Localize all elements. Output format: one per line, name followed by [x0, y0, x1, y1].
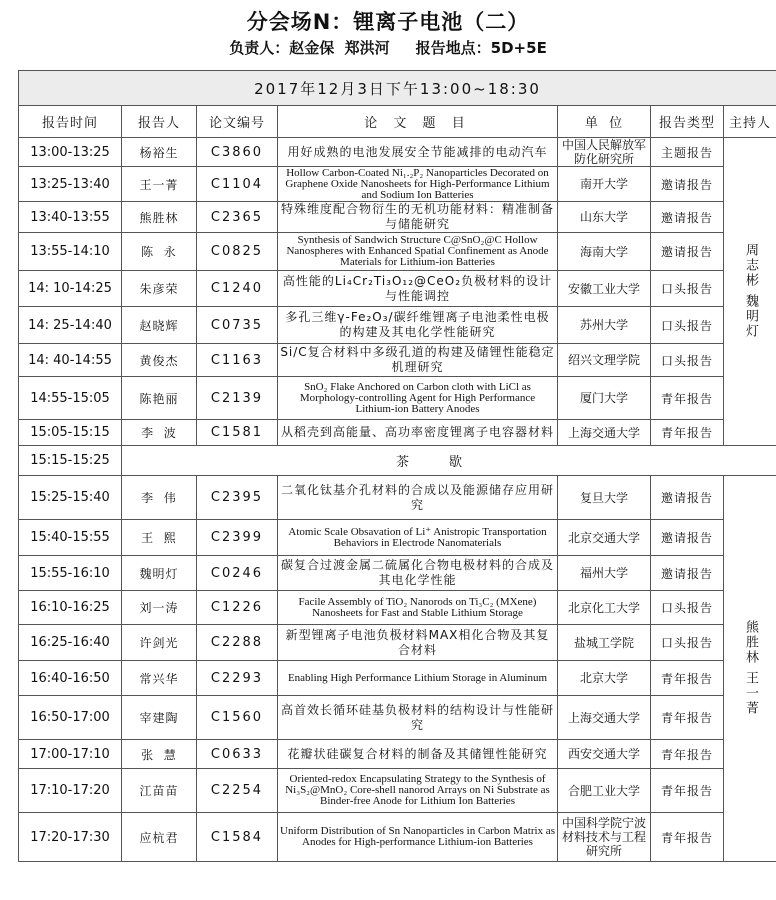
title-cell: 花瓣状硅碳复合材料的制备及其储锂性能研究	[278, 740, 558, 769]
table-row	[19, 138, 776, 167]
speaker-cell: 陈艳丽	[122, 377, 197, 420]
type-cell: 青年报告	[651, 696, 724, 740]
table-row	[19, 520, 776, 556]
unit-cell: 北京大学	[558, 661, 651, 696]
type-cell: 青年报告	[651, 769, 724, 813]
code-cell: C0825	[197, 233, 278, 271]
time-cell: 16:40-16:50	[19, 661, 122, 696]
page-title: 分会场N：锂离子电池（二）	[246, 10, 530, 34]
type-cell: 邀请报告	[651, 520, 724, 556]
table-row	[19, 696, 776, 740]
speaker-cell: 刘一涛	[122, 591, 197, 625]
speaker-cell: 张 慧	[122, 740, 197, 769]
code-cell: C0735	[197, 307, 278, 344]
unit-cell: 山东大学	[558, 202, 651, 233]
code-cell: C1226	[197, 591, 278, 625]
unit-cell: 上海交通大学	[558, 420, 651, 446]
type-cell: 邀请报告	[651, 556, 724, 591]
responsible-label: 负责人：	[229, 39, 290, 57]
header-title: 论 文 题 目	[278, 106, 558, 138]
responsible-names: 赵金保 郑洪河	[289, 39, 390, 57]
speaker-cell: 朱彦荣	[122, 271, 197, 307]
unit-cell: 复旦大学	[558, 476, 651, 520]
time-cell: 13:25-13:40	[19, 167, 122, 202]
title-cell: 新型锂离子电池负极材料MAX相化合物及其复合材料	[278, 625, 558, 661]
speaker-cell: 李 伟	[122, 476, 197, 520]
title-cell: SnO₂ Flake Anchored on Carbon cloth with LiCl as Morphology-controlling Agent for High Performance Lithium-ion Battery Anodes	[278, 377, 558, 420]
type-cell: 青年报告	[651, 377, 724, 420]
code-cell: C2395	[197, 476, 278, 520]
date-row	[19, 71, 776, 106]
speaker-cell: 魏明灯	[122, 556, 197, 591]
unit-cell: 福州大学	[558, 556, 651, 591]
host-cell	[724, 138, 776, 446]
unit-cell: 海南大学	[558, 233, 651, 271]
time-cell: 17:00-17:10	[19, 740, 122, 769]
title-cell: 特殊维度配合物衍生的无机功能材料：精准制备与储能研究	[278, 202, 558, 233]
title-cell: 高首效长循环硅基负极材料的结构设计与性能研究	[278, 696, 558, 740]
time-cell: 13:00-13:25	[19, 138, 122, 167]
code-cell: C1240	[197, 271, 278, 307]
break-label: 茶歇	[122, 446, 776, 476]
title-cell: Hollow Carbon-Coated Ni₁.₂P₂ Nanoparticles Decorated on Graphene Oxide Nanosheets for High-Performance Lithium and Sodium Ion Batteries	[278, 167, 558, 202]
table-row	[19, 167, 776, 202]
location-value: 5D+5E	[490, 39, 547, 57]
table-row	[19, 591, 776, 625]
unit-cell: 苏州大学	[558, 307, 651, 344]
host-cell	[724, 476, 776, 862]
speaker-cell: 黄俊杰	[122, 344, 197, 377]
table-row	[19, 476, 776, 520]
code-cell: C1581	[197, 420, 278, 446]
table-row	[19, 233, 776, 271]
unit-cell: 中国科学院宁波材料技术与工程研究所	[558, 813, 651, 862]
time-cell: 15:55-16:10	[19, 556, 122, 591]
title-cell: Synthesis of Sandwich Structure C@SnO₂@C Hollow Nanospheres with Enhanced Spatial Confinement as Anode Materials for Lithium-ion Batteries	[278, 233, 558, 271]
title-cell: 用好成熟的电池发展安全节能减排的电动汽车	[278, 138, 558, 167]
table-row	[19, 661, 776, 696]
speaker-cell: 熊胜林	[122, 202, 197, 233]
title-cell: 二氧化钛基介孔材料的合成以及能源储存应用研究	[278, 476, 558, 520]
location-label: 报告地点：	[415, 39, 491, 57]
speaker-cell: 宰建陶	[122, 696, 197, 740]
type-cell: 口头报告	[651, 591, 724, 625]
type-cell: 邀请报告	[651, 167, 724, 202]
code-cell: C2288	[197, 625, 278, 661]
speaker-cell: 赵晓辉	[122, 307, 197, 344]
type-cell: 口头报告	[651, 625, 724, 661]
speaker-cell: 江苗苗	[122, 769, 197, 813]
code-cell: C1104	[197, 167, 278, 202]
unit-cell: 南开大学	[558, 167, 651, 202]
session-info	[0, 37, 776, 58]
session-date: 2017年12月3日下午13:00~18:30	[19, 71, 776, 106]
type-cell: 口头报告	[651, 344, 724, 377]
header-speaker: 报告人	[122, 106, 197, 138]
unit-cell: 绍兴文理学院	[558, 344, 651, 377]
time-cell: 14: 10-14:25	[19, 271, 122, 307]
host-names: 周志彬 魏明灯	[743, 243, 759, 340]
code-cell: C2293	[197, 661, 278, 696]
title-cell: Facile Assembly of TiO₂ Nanorods on Ti₃C₂ (MXene) Nanosheets for Fast and Stable Lithium Storage	[278, 591, 558, 625]
title-cell: Atomic Scale Obsavation of Li⁺ Anistropic Transportation Behaviors in Electrode Nanomaterials	[278, 520, 558, 556]
code-cell: C1163	[197, 344, 278, 377]
table-row	[19, 420, 776, 446]
unit-cell: 厦门大学	[558, 377, 651, 420]
time-cell: 15:40-15:55	[19, 520, 122, 556]
time-cell: 13:40-13:55	[19, 202, 122, 233]
header-unit: 单 位	[558, 106, 651, 138]
title-cell: Si/C复合材料中多级孔道的构建及储锂性能稳定机理研究	[278, 344, 558, 377]
table-row	[19, 556, 776, 591]
table-row	[19, 769, 776, 813]
table-row	[19, 740, 776, 769]
speaker-cell: 许剑光	[122, 625, 197, 661]
code-cell: C0246	[197, 556, 278, 591]
time-cell: 17:10-17:20	[19, 769, 122, 813]
time-cell: 15:25-15:40	[19, 476, 122, 520]
type-cell: 青年报告	[651, 420, 724, 446]
schedule-table	[18, 70, 776, 862]
time-cell: 14: 25-14:40	[19, 307, 122, 344]
speaker-cell: 陈 永	[122, 233, 197, 271]
header-code: 论文编号	[197, 106, 278, 138]
time-cell: 13:55-14:10	[19, 233, 122, 271]
unit-cell: 北京化工大学	[558, 591, 651, 625]
title-cell: 高性能的Li₄Cr₂Ti₃O₁₂@CeO₂负极材料的设计与性能调控	[278, 271, 558, 307]
table-row	[19, 202, 776, 233]
header-row	[19, 106, 776, 138]
unit-cell: 西安交通大学	[558, 740, 651, 769]
type-cell: 口头报告	[651, 307, 724, 344]
code-cell: C2254	[197, 769, 278, 813]
speaker-cell: 常兴华	[122, 661, 197, 696]
speaker-cell: 王一菁	[122, 167, 197, 202]
time-cell: 14: 40-14:55	[19, 344, 122, 377]
unit-cell: 上海交通大学	[558, 696, 651, 740]
unit-cell: 盐城工学院	[558, 625, 651, 661]
header-host: 主持人	[724, 106, 776, 138]
unit-cell: 北京交通大学	[558, 520, 651, 556]
speaker-cell: 杨裕生	[122, 138, 197, 167]
table-row	[19, 377, 776, 420]
type-cell: 青年报告	[651, 740, 724, 769]
code-cell: C2365	[197, 202, 278, 233]
title-cell: Oriented-redox Encapsulating Strategy to the Synthesis of Ni₃S₂@MnO₂ Core-shell nanorod Arrays on Ni Substrate as Binder-free Anode for Lithium Ion Batteries	[278, 769, 558, 813]
title-cell: 多孔三维γ-Fe₂O₃/碳纤维锂离子电池柔性电极的构建及其电化学性能研究	[278, 307, 558, 344]
type-cell: 青年报告	[651, 661, 724, 696]
time-cell: 16:10-16:25	[19, 591, 122, 625]
type-cell: 邀请报告	[651, 202, 724, 233]
header-type: 报告类型	[651, 106, 724, 138]
table-row	[19, 307, 776, 344]
speaker-cell: 应杭君	[122, 813, 197, 862]
title-cell: Uniform Distribution of Sn Nanoparticles in Carbon Matrix as Anodes for High-performance Lithium-ion Batteries	[278, 813, 558, 862]
host-names: 熊胜林 王一菁	[743, 620, 759, 717]
table-row	[19, 344, 776, 377]
code-cell: C2139	[197, 377, 278, 420]
header-time: 报告时间	[19, 106, 122, 138]
code-cell: C1584	[197, 813, 278, 862]
time-cell: 16:50-17:00	[19, 696, 122, 740]
break-time: 15:15-15:25	[19, 446, 122, 476]
title-cell: Enabling High Performance Lithium Storage in Aluminum	[278, 661, 558, 696]
table-row	[19, 625, 776, 661]
unit-cell: 中国人民解放军防化研究所	[558, 138, 651, 167]
type-cell: 主题报告	[651, 138, 724, 167]
break-row	[19, 446, 776, 476]
title-cell: 碳复合过渡金属二硫属化合物电极材料的合成及其电化学性能	[278, 556, 558, 591]
table-row	[19, 813, 776, 862]
table-row	[19, 271, 776, 307]
unit-cell: 合肥工业大学	[558, 769, 651, 813]
speaker-cell: 李 波	[122, 420, 197, 446]
speaker-cell: 王 熙	[122, 520, 197, 556]
time-cell: 14:55-15:05	[19, 377, 122, 420]
type-cell: 口头报告	[651, 271, 724, 307]
code-cell: C3860	[197, 138, 278, 167]
type-cell: 邀请报告	[651, 233, 724, 271]
time-cell: 16:25-16:40	[19, 625, 122, 661]
code-cell: C2399	[197, 520, 278, 556]
type-cell: 青年报告	[651, 813, 724, 862]
code-cell: C0633	[197, 740, 278, 769]
title-cell: 从稻壳到高能量、高功率密度锂离子电容器材料	[278, 420, 558, 446]
unit-cell: 安徽工业大学	[558, 271, 651, 307]
time-cell: 17:20-17:30	[19, 813, 122, 862]
time-cell: 15:05-15:15	[19, 420, 122, 446]
code-cell: C1560	[197, 696, 278, 740]
type-cell: 邀请报告	[651, 476, 724, 520]
